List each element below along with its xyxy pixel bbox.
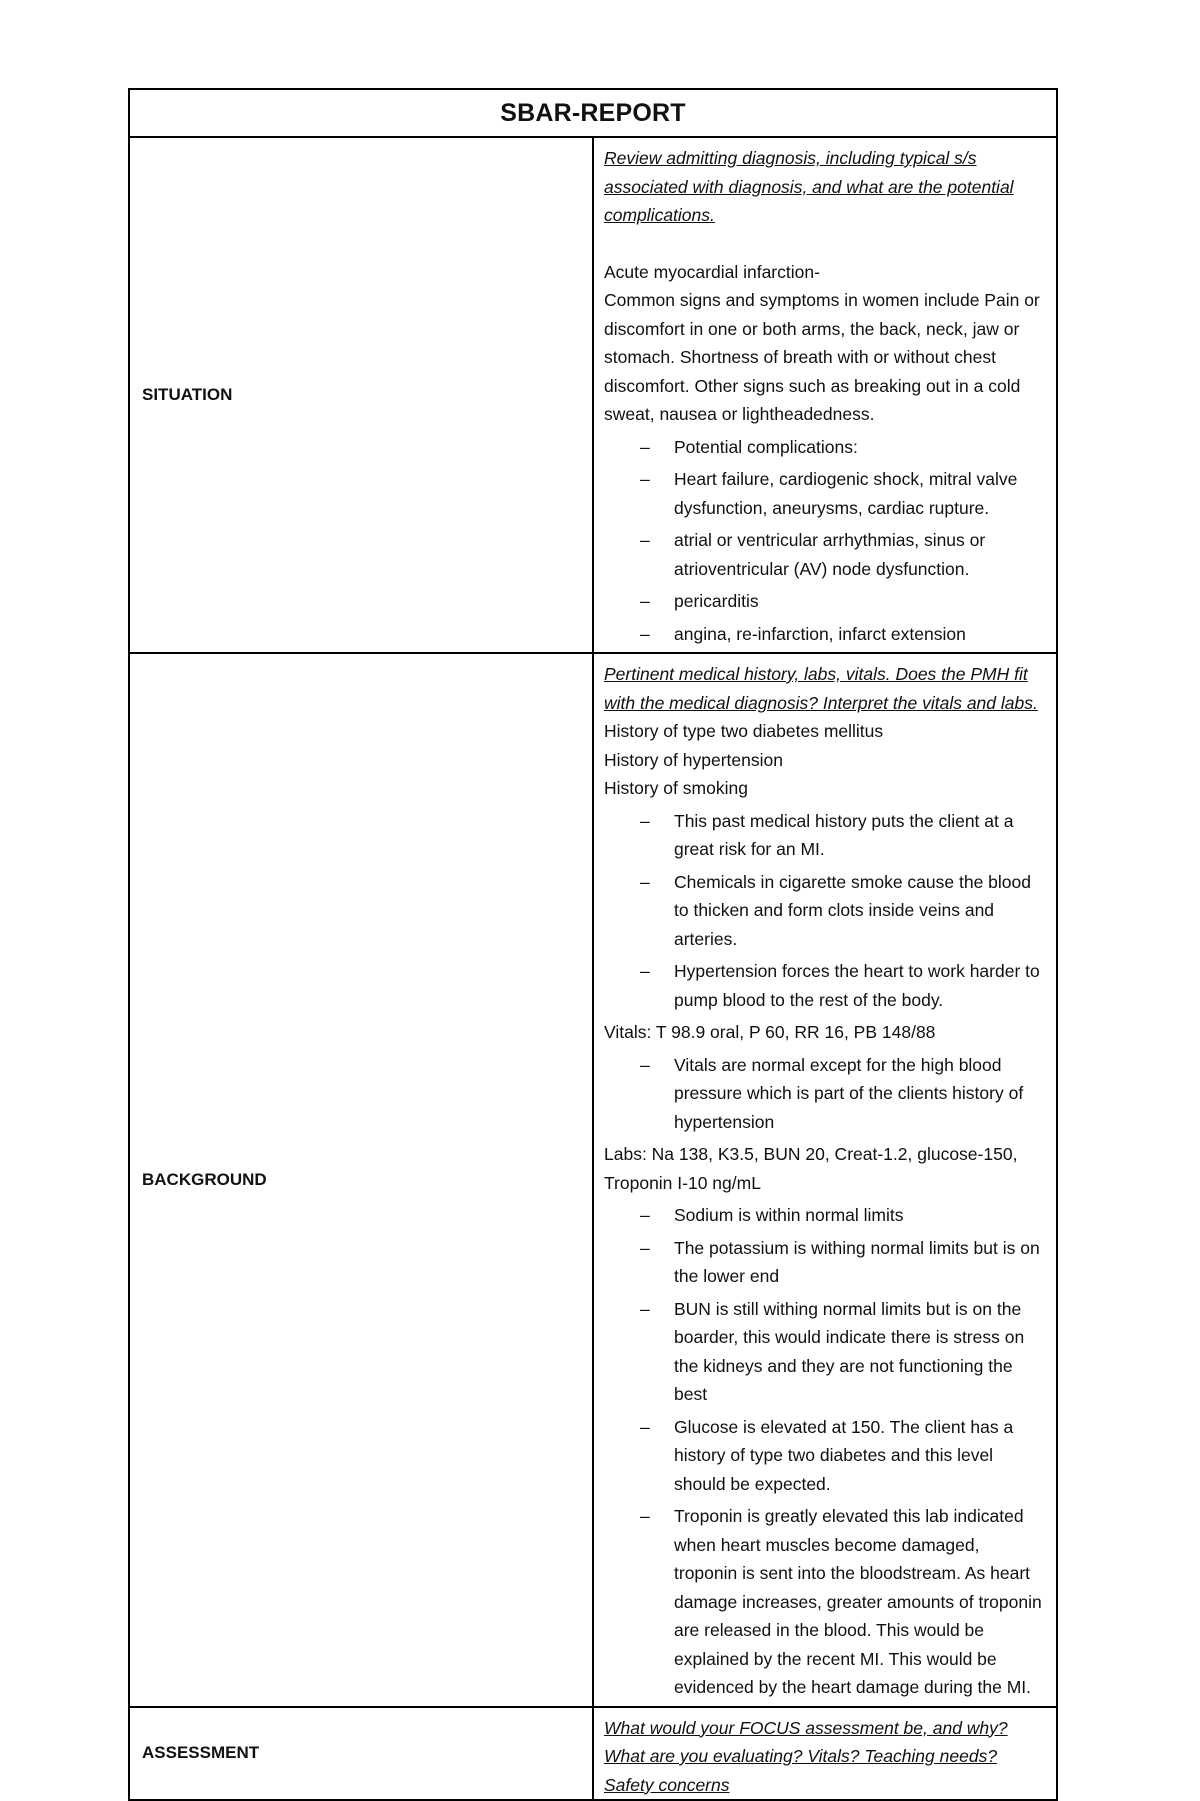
labs-notes-list — [604, 1201, 1046, 1702]
background-prompt: Pertinent medical history, labs, vitals. Does the PMH fit with the medical diagnosis? Interpret the vitals and labs. — [604, 664, 1038, 713]
assessment-label: ASSESSMENT — [129, 1707, 593, 1801]
complications-list — [604, 433, 1046, 649]
list-item: – BUN is still withing normal limits but is on the boarder, this would indicate there is stress on the kidneys and they are not functioning the best — [674, 1295, 1046, 1409]
list-item: – Troponin is greatly elevated this lab indicated when heart muscles become damaged, troponin is sent into the bloodstream. As heart damage increases, greater amounts of troponin are released in the blood. This would be explained by the recent MI. This would be evidenced by the heart damage during the MI. — [674, 1502, 1046, 1702]
history-notes-list — [604, 807, 1046, 1015]
list-item: – This past medical history puts the client at a great risk for an MI. — [674, 807, 1046, 864]
assessment-prompt: What would your FOCUS assessment be, and why? What are you evaluating? Vitals? Teaching needs? Safety concerns — [604, 1717, 1008, 1795]
background-label: BACKGROUND — [129, 653, 593, 1707]
assessment-row — [129, 1707, 1057, 1801]
history-line: History of type two diabetes mellitus — [604, 721, 884, 741]
diagnosis-line: Acute myocardial infarction- — [604, 261, 820, 282]
situation-label: SITUATION — [129, 137, 593, 653]
vitals-notes-list — [604, 1051, 1046, 1137]
list-item: – atrial or ventricular arrhythmias, sinus or atrioventricular (AV) node dysfunction. — [674, 526, 1046, 583]
history-line: History of smoking — [604, 778, 748, 798]
situation-prompt: Review admitting diagnosis, including typical s/s associated with diagnosis, and what are the potential complications. — [604, 148, 1014, 225]
vitals-line: Vitals: T 98.9 oral, P 60, RR 16, PB 148/88 — [604, 1022, 936, 1042]
signs-symptoms-text: Common signs and symptoms in women include Pain or discomfort in one or both arms, the back, neck, jaw or stomach. Shortness of breath with or without chest discomfort. Other signs such as breaking out in a cold sweat, nausea or lightheadedness. — [604, 290, 1040, 424]
list-item: – Hypertension forces the heart to work harder to pump blood to the rest of the body. — [674, 957, 1046, 1014]
labs-line: Labs: Na 138, K3.5, BUN 20, Creat-1.2, glucose-150, Troponin I-10 ng/mL — [604, 1144, 1018, 1193]
assessment-content — [593, 1707, 1057, 1801]
background-row — [129, 653, 1057, 1707]
list-item: – The potassium is withing normal limits but is on the lower end — [674, 1234, 1046, 1291]
list-item: – Chemicals in cigarette smoke cause the blood to thicken and form clots inside veins and arteries. — [674, 868, 1046, 954]
list-item: – Glucose is elevated at 150. The client has a history of type two diabetes and this level should be expected. — [674, 1413, 1046, 1499]
list-item: – Vitals are normal except for the high blood pressure which is part of the clients history of hypertension — [674, 1051, 1046, 1137]
situation-row — [129, 137, 1057, 653]
list-item: – pericarditis — [674, 587, 1046, 616]
situation-content — [593, 137, 1057, 653]
report-title: SBAR-REPORT — [129, 89, 1057, 137]
list-item: – angina, re-infarction, infarct extension — [674, 620, 1046, 649]
history-line: History of hypertension — [604, 749, 783, 770]
background-content — [593, 653, 1057, 1707]
list-item: – Sodium is within normal limits — [674, 1201, 1046, 1230]
list-item: – Potential complications: — [674, 433, 1046, 462]
list-item: – Heart failure, cardiogenic shock, mitral valve dysfunction, aneurysms, cardiac rupture. — [674, 465, 1046, 522]
sbar-report-table — [128, 88, 1058, 1801]
